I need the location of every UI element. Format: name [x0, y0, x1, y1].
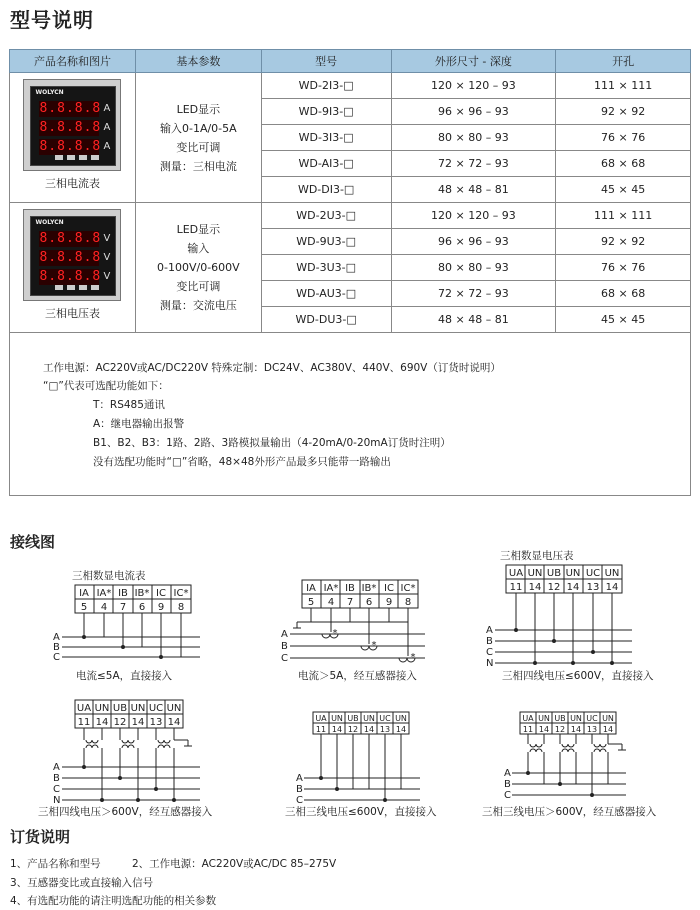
model-cell: WD-2U3-□	[261, 203, 391, 229]
terminal-number: 8	[404, 597, 412, 608]
meter-unit: V	[103, 233, 111, 244]
param-line: LED显示	[176, 223, 221, 236]
terminal-number: 14	[331, 725, 343, 734]
header-hole: 开孔	[556, 50, 691, 73]
terminal-label: UC	[586, 714, 598, 723]
hole-cell: 68 × 68	[556, 151, 691, 177]
size-cell: 96 × 96 – 93	[391, 229, 556, 255]
param-line: 0-100V/0-600V	[157, 261, 240, 274]
terminal-number: 13	[379, 725, 391, 734]
meter-brand: WOLYCN	[35, 219, 64, 226]
polarity-mark: *	[371, 640, 377, 651]
terminal-label: IC*	[173, 588, 189, 599]
terminal-label: IC*	[400, 583, 416, 594]
terminal-label: UN	[94, 703, 110, 714]
header-product: 产品名称和图片	[10, 50, 136, 73]
note-option-b: B1、B2、B3：1路、2路、3路模拟量输出（4-20mA/0-20mA订货时注明）	[93, 437, 451, 449]
terminal-label: UN	[527, 568, 543, 579]
voltmeter-image	[23, 209, 121, 301]
terminal-number: 6	[365, 597, 373, 608]
note-option-a: A：继电器输出报警	[93, 418, 185, 430]
terminal-number: 13	[149, 717, 163, 728]
line-label: C	[53, 652, 60, 663]
line-label: B	[53, 773, 60, 784]
line-label: B	[53, 642, 60, 653]
size-cell: 48 × 48 – 81	[391, 307, 556, 333]
terminal-number: 7	[346, 597, 354, 608]
terminal-number: 11	[522, 725, 534, 734]
terminal-number: 14	[395, 725, 407, 734]
spec-table	[9, 49, 691, 333]
terminal-label: IA*	[96, 588, 112, 599]
terminal-label: UN	[166, 703, 182, 714]
note-power: 工作电源：AC220V或AC/DC220V 特殊定制：DC24V、AC380V、440V、690V（订货时说明）	[43, 362, 501, 374]
line-label: A	[296, 773, 303, 784]
terminal-label: UN	[604, 568, 620, 579]
terminal-number: 14	[566, 582, 580, 593]
terminal-label: IB	[345, 583, 355, 594]
notes-box	[9, 328, 691, 496]
meter-digits: 8.8.8.8	[39, 139, 102, 154]
line-label: B	[504, 779, 511, 790]
order-item-1: 1、产品名称和型号	[10, 858, 101, 870]
terminal-label: UC	[379, 714, 391, 723]
line-label: B	[281, 641, 288, 652]
hole-cell: 92 × 92	[556, 99, 691, 125]
hole-cell: 45 × 45	[556, 177, 691, 203]
product-cell	[10, 203, 136, 333]
terminal-label: IA	[79, 588, 89, 599]
meter-unit: A	[103, 141, 111, 152]
terminal-number: 14	[131, 717, 145, 728]
meter-brand: WOLYCN	[35, 89, 64, 96]
param-line: LED显示	[176, 102, 221, 116]
terminal-label: IC	[384, 583, 394, 594]
terminal-label: UC	[148, 703, 164, 714]
terminal-label: UN	[570, 714, 582, 723]
terminal-label: IA	[306, 583, 316, 594]
terminal-number: 14	[602, 725, 614, 734]
product-cell	[10, 73, 136, 203]
model-cell: WD-3U3-□	[261, 255, 391, 281]
params-cell	[135, 203, 261, 333]
caption-3p4w-pt: 三相四线电压＞600V，经互感器接入	[38, 806, 213, 818]
terminal-number: 13	[586, 725, 598, 734]
terminal-label: UN	[130, 703, 146, 714]
line-label: C	[504, 790, 511, 801]
terminal-label: IB	[118, 588, 128, 599]
line-label: B	[486, 636, 493, 647]
terminal-number: 5	[307, 597, 315, 608]
page-title: 型号说明	[10, 8, 94, 32]
table-header-row	[10, 50, 691, 73]
terminal-number: 14	[95, 717, 109, 728]
size-cell: 72 × 72 – 93	[391, 151, 556, 177]
terminal-number: 14	[538, 725, 550, 734]
terminal-number: 7	[119, 602, 127, 613]
line-label: A	[281, 629, 288, 640]
param-line: 输入0-1A/0-5A	[159, 121, 237, 135]
terminal-number: 14	[363, 725, 375, 734]
size-cell: 80 × 80 – 93	[391, 255, 556, 281]
hole-cell: 76 × 76	[556, 125, 691, 151]
caption-3p4w-direct: 三相四线电压≤600V，直接接入	[502, 670, 654, 682]
order-item-4: 4、有选配功能的请注明选配功能的相关参数	[10, 895, 217, 907]
model-cell: WD-DI3-□	[261, 177, 391, 203]
terminal-number: 12	[347, 725, 359, 734]
size-cell: 80 × 80 – 93	[391, 125, 556, 151]
terminal-label: IA*	[323, 583, 339, 594]
terminal-number: 4	[100, 602, 108, 613]
terminal-label: UA	[508, 568, 524, 579]
hole-cell: 68 × 68	[556, 281, 691, 307]
meter-unit: A	[103, 103, 111, 114]
product-name: 三相电流表	[44, 177, 100, 190]
terminal-number: 4	[327, 597, 335, 608]
terminal-label: IB*	[134, 588, 150, 599]
hole-cell: 45 × 45	[556, 307, 691, 333]
terminal-number: 14	[167, 717, 181, 728]
header-params: 基本参数	[135, 50, 261, 73]
note-omit: 没有选配功能时“□”省略，48×48外形产品最多只能带一路输出	[93, 456, 391, 468]
terminal-number: 14	[528, 582, 542, 593]
wiring-title: 接线图	[10, 533, 56, 551]
meter-unit: V	[103, 252, 111, 263]
line-label: N	[53, 795, 61, 806]
voltmeter-diagram-title: 三相数显电压表	[500, 550, 574, 562]
terminal-number: 5	[80, 602, 88, 613]
table-row	[10, 73, 691, 99]
size-cell: 120 × 120 – 93	[391, 203, 556, 229]
terminal-label: UN	[331, 714, 343, 723]
terminal-number: 11	[77, 717, 91, 728]
meter-digits: 8.8.8.8	[39, 231, 102, 246]
terminal-label: UA	[315, 714, 327, 723]
size-cell: 72 × 72 – 93	[391, 281, 556, 307]
model-cell: WD-AI3-□	[261, 151, 391, 177]
terminal-label: UB	[347, 714, 359, 723]
note-options-title: “□”代表可选配功能如下：	[43, 380, 169, 392]
terminal-label: UC	[585, 568, 601, 579]
terminal-number: 12	[113, 717, 127, 728]
header-size: 外形尺寸 - 深度	[391, 50, 556, 73]
header-model: 型号	[261, 50, 391, 73]
terminal-number: 9	[385, 597, 393, 608]
meter-digits: 8.8.8.8	[39, 101, 102, 116]
meter-unit: A	[103, 122, 111, 133]
terminal-number: 6	[138, 602, 146, 613]
model-cell: WD-9U3-□	[261, 229, 391, 255]
hole-cell: 111 × 111	[556, 73, 691, 99]
product-name: 三相电压表	[44, 307, 100, 320]
terminal-number: 8	[177, 602, 185, 613]
terminal-label: UN	[395, 714, 407, 723]
param-line: 测量：交流电压	[159, 299, 237, 312]
order-item-2: 2、工作电源：AC220V或AC/DC 85–275V	[132, 858, 337, 870]
terminal-label: IC	[156, 588, 166, 599]
terminal-label: UA	[522, 714, 534, 723]
terminal-number: 14	[605, 582, 619, 593]
terminal-number: 14	[570, 725, 582, 734]
line-label: N	[486, 658, 494, 669]
terminal-label: UB	[554, 714, 566, 723]
line-label: A	[486, 625, 493, 636]
terminal-label: UB	[112, 703, 128, 714]
polarity-mark: *	[410, 652, 416, 663]
model-cell: WD-9I3-□	[261, 99, 391, 125]
caption-3p3w-pt: 三相三线电压＞600V，经互感器接入	[482, 806, 657, 818]
caption-current-direct: 电流≤5A，直接接入	[76, 670, 173, 682]
terminal-label: UN	[538, 714, 550, 723]
model-cell: WD-DU3-□	[261, 307, 391, 333]
line-label: C	[486, 647, 493, 658]
line-label: B	[296, 784, 303, 795]
note-option-t: T：RS485通讯	[93, 399, 165, 411]
line-label: C	[281, 653, 288, 664]
param-line: 测量：三相电流	[159, 159, 237, 173]
table-row	[10, 203, 691, 229]
param-line: 变比可调	[176, 140, 221, 154]
terminal-number: 9	[157, 602, 165, 613]
caption-3p3w-direct: 三相三线电压≤600V，直接接入	[285, 806, 437, 818]
terminal-number: 12	[554, 725, 566, 734]
terminal-number: 11	[315, 725, 327, 734]
size-cell: 96 × 96 – 93	[391, 99, 556, 125]
ammeter-diagram-title: 三相数显电流表	[72, 570, 146, 582]
polarity-mark: *	[332, 628, 338, 639]
line-label: A	[53, 632, 60, 643]
param-line: 变比可调	[176, 280, 221, 293]
line-label: A	[53, 762, 60, 773]
terminal-label: UB	[546, 568, 562, 579]
param-line: 输入	[187, 242, 210, 255]
line-label: C	[296, 795, 303, 806]
ammeter-image	[23, 79, 121, 171]
meter-unit: V	[103, 271, 111, 282]
size-cell: 48 × 48 – 81	[391, 177, 556, 203]
model-cell: WD-3I3-□	[261, 125, 391, 151]
terminal-label: UN	[565, 568, 581, 579]
order-title: 订货说明	[10, 828, 71, 846]
terminal-number: 12	[547, 582, 561, 593]
model-cell: WD-AU3-□	[261, 281, 391, 307]
hole-cell: 92 × 92	[556, 229, 691, 255]
terminal-label: UN	[602, 714, 614, 723]
order-item-3: 3、互感器变比或直接输入信号	[10, 877, 154, 889]
terminal-number: 11	[509, 582, 523, 593]
meter-digits: 8.8.8.8	[39, 120, 102, 135]
caption-current-ct: 电流＞5A，经互感器接入	[298, 670, 417, 682]
terminal-label: UN	[363, 714, 375, 723]
terminal-number: 13	[586, 582, 600, 593]
terminal-label: IB*	[361, 583, 377, 594]
line-label: C	[53, 784, 60, 795]
size-cell: 120 × 120 – 93	[391, 73, 556, 99]
model-cell: WD-2I3-□	[261, 73, 391, 99]
hole-cell: 76 × 76	[556, 255, 691, 281]
hole-cell: 111 × 111	[556, 203, 691, 229]
terminal-label: UA	[76, 703, 92, 714]
meter-digits: 8.8.8.8	[39, 269, 102, 284]
meter-digits: 8.8.8.8	[39, 250, 102, 265]
line-label: A	[504, 768, 511, 779]
params-cell	[135, 73, 261, 203]
